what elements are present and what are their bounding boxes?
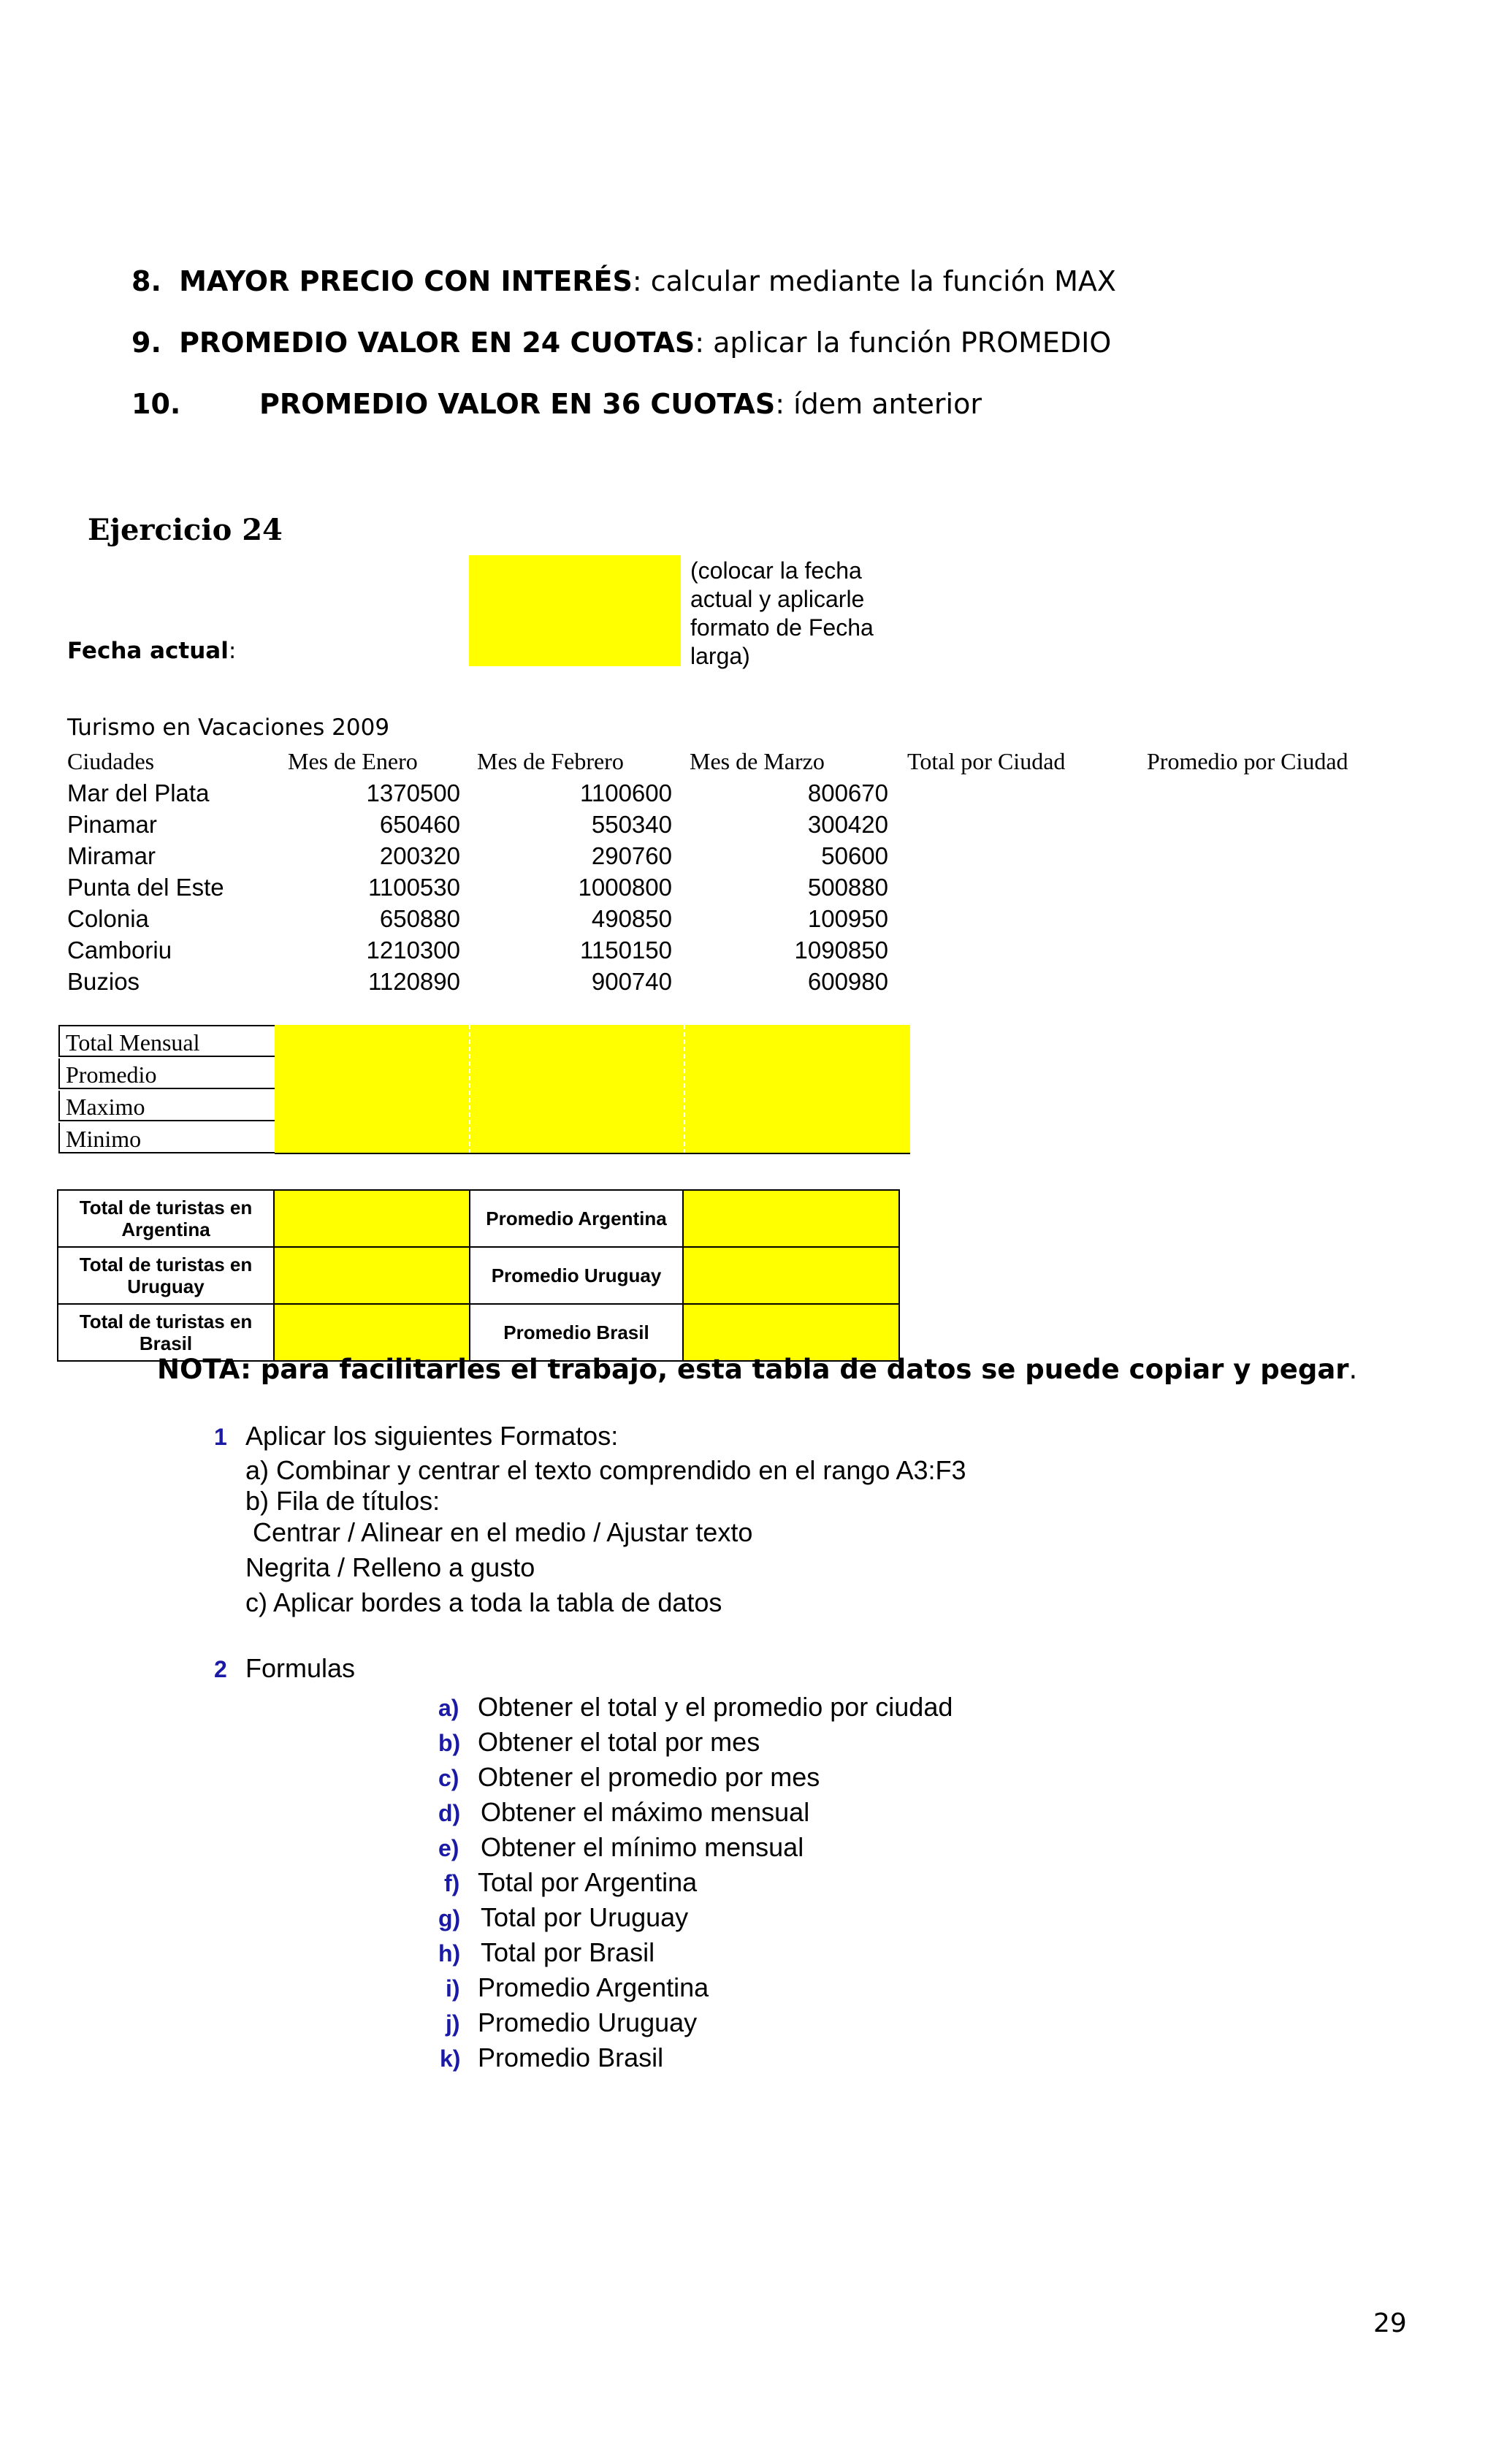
mar-cell: 500880 [807, 874, 888, 901]
step1-line: Negrita / Relleno a gusto [245, 1552, 535, 1582]
feb-cell: 1100600 [579, 779, 672, 806]
header-promedio-ciudad: Promedio por Ciudad [1147, 748, 1348, 774]
formula-text: Total por Argentina [478, 1867, 698, 1897]
formula-text: Obtener el mínimo mensual [481, 1832, 804, 1862]
jan-cell: 1120890 [367, 968, 460, 995]
step2-title: Formulas [245, 1653, 356, 1683]
date-label: Fecha actual: [67, 638, 237, 664]
city-cell: Miramar [67, 842, 156, 869]
mar-cell: 50600 [821, 842, 888, 869]
step1-line: Centrar / Alinear en el medio / Ajustar texto [245, 1517, 753, 1547]
formula-letter: f) [444, 1870, 460, 1896]
item-9: 9. PROMEDIO VALOR EN 24 CUOTAS: aplicar la función PROMEDIO [131, 327, 1112, 359]
mar-cell: 1090850 [794, 937, 888, 964]
date-note: (colocar la fecha actual y aplicarle formato de Fecha larga) [690, 557, 874, 669]
summary-fill [275, 1025, 910, 1153]
header-marzo: Mes de Marzo [690, 748, 825, 774]
jan-cell: 1370500 [366, 779, 460, 806]
total-brasil-value [273, 1303, 470, 1362]
step2-number: 2 [214, 1656, 227, 1682]
formula-text: Obtener el total por mes [478, 1727, 760, 1757]
mar-cell: 300420 [807, 811, 888, 838]
formula-letter: i) [446, 1975, 460, 2002]
formula-letter: b) [438, 1730, 461, 1756]
total-uruguay-value [273, 1246, 470, 1305]
mar-cell: 100950 [807, 905, 888, 932]
summary-bottom-border [275, 1153, 910, 1154]
feb-cell: 490850 [591, 905, 672, 932]
mar-cell: 800670 [807, 779, 888, 806]
promedio-argentina-value [682, 1189, 900, 1248]
promedio-brasil-value [682, 1303, 900, 1362]
formula-text: Obtener el total y el promedio por ciudad [478, 1692, 953, 1722]
promedio-brasil-label: Promedio Brasil [469, 1303, 684, 1362]
item-8: 8. MAYOR PRECIO CON INTERÉS: calcular mediante la función MAX [131, 265, 1116, 297]
formula-letter: a) [438, 1695, 459, 1721]
step1-number: 1 [214, 1424, 227, 1450]
promedio-uruguay-label: Promedio Uruguay [469, 1246, 684, 1305]
header-febrero: Mes de Febrero [477, 748, 624, 774]
header-ciudades: Ciudades [67, 748, 155, 774]
formula-letter: j) [446, 2010, 460, 2037]
step1-line: a) Combinar y centrar el texto comprendido en el rango A3:F3 [245, 1455, 966, 1485]
formula-text: Obtener el máximo mensual [481, 1797, 810, 1827]
step1-line: b) Fila de títulos: [245, 1486, 440, 1516]
formula-text: Promedio Brasil [478, 2042, 664, 2072]
page-number: 29 [1373, 2308, 1407, 2338]
exercise-title: Ejercicio 24 [88, 513, 283, 547]
step1-line: c) Aplicar bordes a toda la tabla de datos [245, 1587, 722, 1617]
city-cell: Camboriu [67, 937, 172, 964]
header-enero: Mes de Enero [288, 748, 418, 774]
header-total-ciudad: Total por Ciudad [907, 748, 1066, 774]
formula-letter: g) [438, 1905, 461, 1931]
total-brasil-label: Total de turistas en Brasil [57, 1303, 275, 1362]
city-cell: Colonia [67, 905, 149, 932]
city-cell: Punta del Este [67, 874, 224, 901]
formula-letter: k) [440, 2045, 461, 2072]
jan-cell: 650880 [379, 905, 460, 932]
formula-text: Obtener el promedio por mes [478, 1762, 820, 1792]
city-cell: Pinamar [67, 811, 157, 838]
summary-label-promedio: Promedio [58, 1059, 275, 1089]
total-argentina-value [273, 1189, 470, 1248]
step1-title: Aplicar los siguientes Formatos: [245, 1421, 619, 1451]
jan-cell: 200320 [379, 842, 460, 869]
summary-divider [684, 1025, 685, 1153]
item-10-text: PROMEDIO VALOR EN 36 CUOTAS: ídem anterior [259, 388, 982, 420]
summary-label-maximo: Maximo [58, 1091, 275, 1121]
formula-letter: e) [438, 1835, 459, 1861]
summary-label-minimo: Minimo [58, 1123, 275, 1153]
formula-letter: h) [438, 1940, 461, 1967]
date-cell [469, 555, 681, 666]
nota-text: NOTA: para facilitarles el trabajo, esta tabla de datos se puede copiar y pegar. [157, 1354, 1358, 1385]
jan-cell: 1210300 [366, 937, 460, 964]
formula-text: Total por Uruguay [481, 1902, 689, 1932]
formula-text: Total por Brasil [481, 1937, 655, 1967]
promedio-uruguay-value [682, 1246, 900, 1305]
formula-letter: d) [438, 1800, 461, 1826]
feb-cell: 290760 [591, 842, 672, 869]
feb-cell: 550340 [591, 811, 672, 838]
jan-cell: 1100530 [367, 874, 460, 901]
city-cell: Buzios [67, 968, 140, 995]
feb-cell: 1150150 [579, 937, 672, 964]
feb-cell: 900740 [591, 968, 672, 995]
summary-divider [469, 1025, 470, 1153]
table-title: Turismo en Vacaciones 2009 [67, 714, 390, 741]
jan-cell: 650460 [379, 811, 460, 838]
total-argentina-label: Total de turistas en Argentina [57, 1189, 275, 1248]
formula-text: Promedio Uruguay [478, 2007, 698, 2037]
total-uruguay-label: Total de turistas en Uruguay [57, 1246, 275, 1305]
formula-letter: c) [438, 1765, 459, 1791]
mar-cell: 600980 [807, 968, 888, 995]
item-10: 10. [131, 388, 181, 420]
formula-text: Promedio Argentina [478, 1972, 709, 2002]
feb-cell: 1000800 [578, 874, 672, 901]
promedio-argentina-label: Promedio Argentina [469, 1189, 684, 1248]
city-cell: Mar del Plata [67, 779, 210, 806]
summary-label-total: Total Mensual [58, 1026, 275, 1057]
